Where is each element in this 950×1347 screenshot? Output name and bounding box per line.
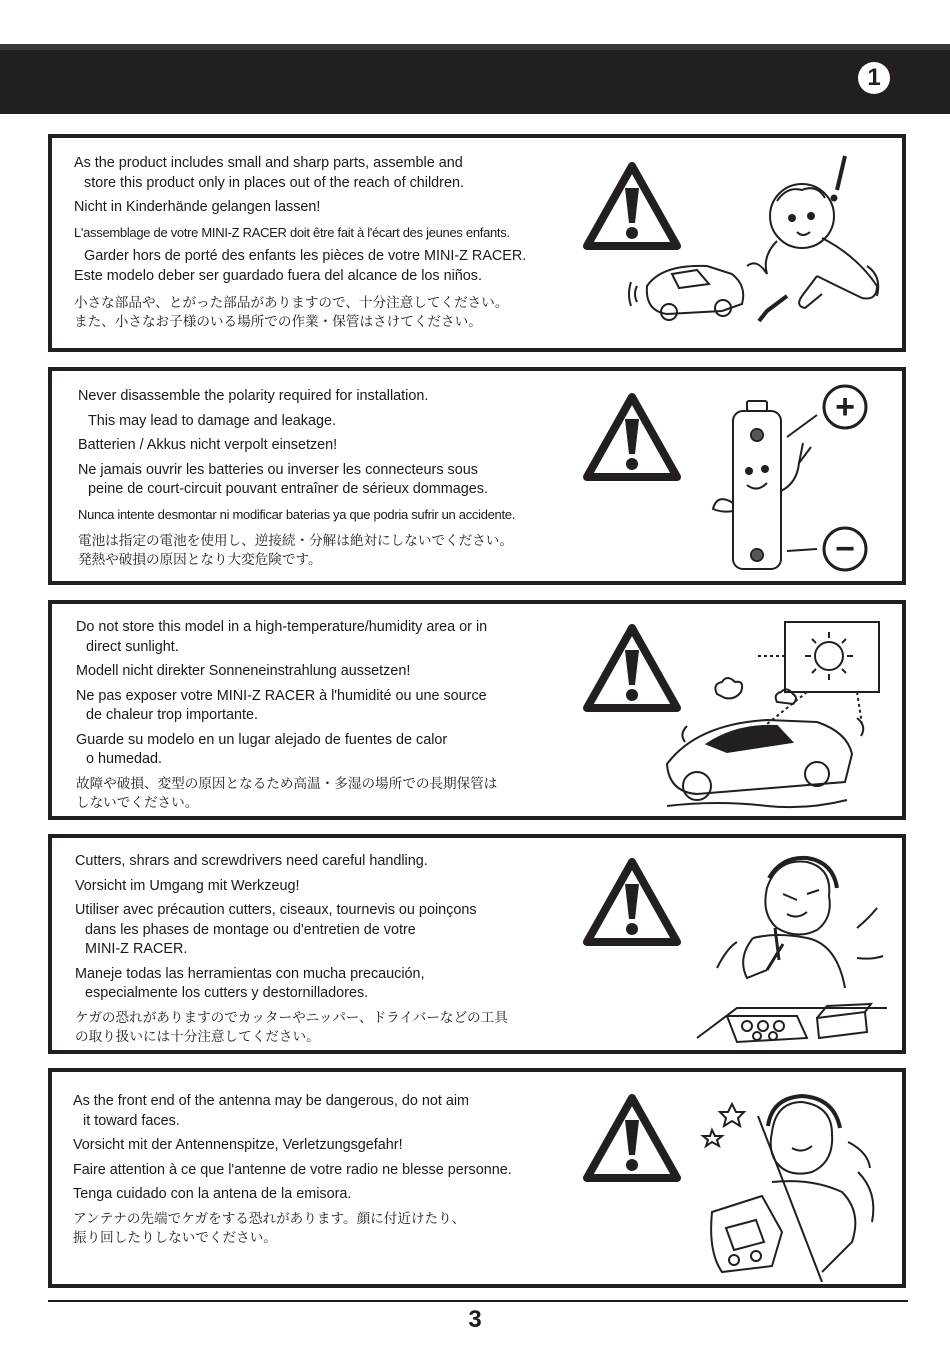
text-line: Batterien / Akkus nicht verpolt einsetzen! bbox=[78, 437, 338, 453]
text-line: 電池は指定の電池を使用し、逆接続・分解は絶対にしないでください。 bbox=[78, 533, 513, 549]
text-line: o humedad. bbox=[86, 751, 163, 767]
text-line: Maneje todas las herramientas con mucha precaución, bbox=[75, 965, 425, 982]
warning-panel-batteries bbox=[48, 367, 906, 585]
text-line: dans les phases de montage ou d'entretien de votre bbox=[85, 921, 416, 938]
text-line: アンテナの先端でケガをする恐れがあります。顔に付近けたり、 bbox=[73, 1210, 466, 1227]
text-line: 発熱や破損の原因となり大変危険です。 bbox=[78, 552, 322, 568]
text-line: Vorsicht mit der Antennenspitze, Verletzungsgefahr! bbox=[73, 1137, 403, 1153]
warning-panel-heat-humidity bbox=[48, 600, 906, 820]
text-line: store this product only in places out of the reach of children. bbox=[84, 174, 464, 191]
panel-text bbox=[74, 154, 574, 337]
text-line: 小さな部品や、とがった部品がありますので、十分注意してください。 bbox=[74, 295, 509, 311]
text-line: As the product includes small and sharp parts, assemble and bbox=[74, 155, 463, 171]
warning-panel-antenna bbox=[48, 1068, 906, 1288]
warning-triangle-icon bbox=[582, 1092, 682, 1184]
page-number: 3 bbox=[468, 1306, 482, 1333]
panel-text bbox=[78, 387, 578, 575]
text-line: This may lead to damage and leakage. bbox=[88, 412, 336, 429]
text-line: 振り回したりしないでください。 bbox=[73, 1229, 277, 1246]
header-bracket bbox=[899, 52, 920, 106]
text-line: Faire attention à ce que l'antenne de votre radio ne blesse personne. bbox=[73, 1161, 512, 1178]
minus-symbol: − bbox=[835, 530, 855, 568]
text-line: direct sunlight. bbox=[86, 638, 179, 655]
text-line: especialmente los cutters y destornilladores. bbox=[85, 985, 369, 1001]
text-line: Garder hors de porté des enfants les pièces de votre MINI-Z RACER. bbox=[84, 248, 527, 264]
text-line: また、小さなお子様のいる場所での作業・保管はさけてください。 bbox=[74, 314, 482, 330]
text-line: peine de court-circuit pouvant entraîner de sérieux dommages. bbox=[88, 481, 488, 497]
text-line: Vorsicht im Umgang mit Werkzeug! bbox=[75, 877, 300, 894]
text-line: MINI-Z RACER. bbox=[85, 941, 188, 957]
step-number-badge: 1 bbox=[858, 62, 890, 94]
person-with-tools-illustration bbox=[657, 848, 897, 1048]
battery-character-illustration bbox=[707, 383, 897, 578]
panel-text bbox=[76, 618, 576, 818]
text-line: Nicht in Kinderhände gelangen lassen! bbox=[74, 199, 321, 215]
warning-panel-tools bbox=[48, 834, 906, 1054]
text-line: Modell nicht direkter Sonneneinstrahlung aussetzen! bbox=[76, 663, 411, 679]
text-line: Cutters, shrars and screwdrivers need careful handling. bbox=[75, 853, 428, 869]
footer-divider bbox=[48, 1300, 908, 1302]
text-line: Este modelo deber ser guardado fuera del alcance de los niños. bbox=[74, 267, 482, 284]
panel-text bbox=[75, 852, 575, 1052]
text-line: Nunca intente desmontar ni modificar baterias ya que podria sufrir un accidente. bbox=[78, 506, 516, 522]
plus-symbol: + bbox=[835, 388, 855, 426]
text-line: Ne jamais ouvrir les batteries ou inverser les connecteurs sous bbox=[78, 461, 478, 478]
text-line: As the front end of the antenna may be dangerous, do not aim bbox=[73, 1093, 470, 1109]
text-line: Ne pas exposer votre MINI-Z RACER à l'humidité ou une source bbox=[76, 687, 487, 704]
person-with-antenna-illustration bbox=[672, 1082, 892, 1282]
text-line: ケガの恐れがありますのでカッターやニッパー、ドライバーなどの工具 bbox=[75, 1009, 508, 1026]
section-header-bar bbox=[0, 44, 950, 114]
text-line: Utiliser avec précaution cutters, ciseaux, tournevis ou poinçons bbox=[75, 902, 477, 918]
text-line: 故障や破損、変型の原因となるため高温・多湿の場所での長期保管は bbox=[76, 775, 498, 792]
text-line: しないでください。 bbox=[76, 794, 199, 811]
text-line: Never disassemble the polarity required for installation. bbox=[78, 388, 429, 404]
warning-triangle-icon bbox=[582, 391, 682, 483]
text-line: の取り扱いには十分注意してください。 bbox=[75, 1028, 320, 1045]
text-line: Tenga cuidado con la antena de la emisora. bbox=[73, 1186, 352, 1202]
warning-panel-small-parts bbox=[48, 134, 906, 352]
text-line: L'assemblage de votre MINI-Z RACER doit être fait à l'écart des jeunes enfants. bbox=[74, 224, 510, 240]
text-line: it toward faces. bbox=[83, 1112, 180, 1129]
text-line: Do not store this model in a high-temperature/humidity area or in bbox=[76, 619, 488, 635]
panel-text bbox=[73, 1092, 593, 1253]
text-en bbox=[74, 154, 574, 193]
text-line: de chaleur trop importante. bbox=[86, 707, 258, 723]
text-line: Guarde su modelo en un lugar alejado de fuentes de calor bbox=[76, 731, 448, 748]
car-in-sun-illustration bbox=[657, 614, 887, 814]
baby-with-car-illustration bbox=[627, 146, 897, 346]
